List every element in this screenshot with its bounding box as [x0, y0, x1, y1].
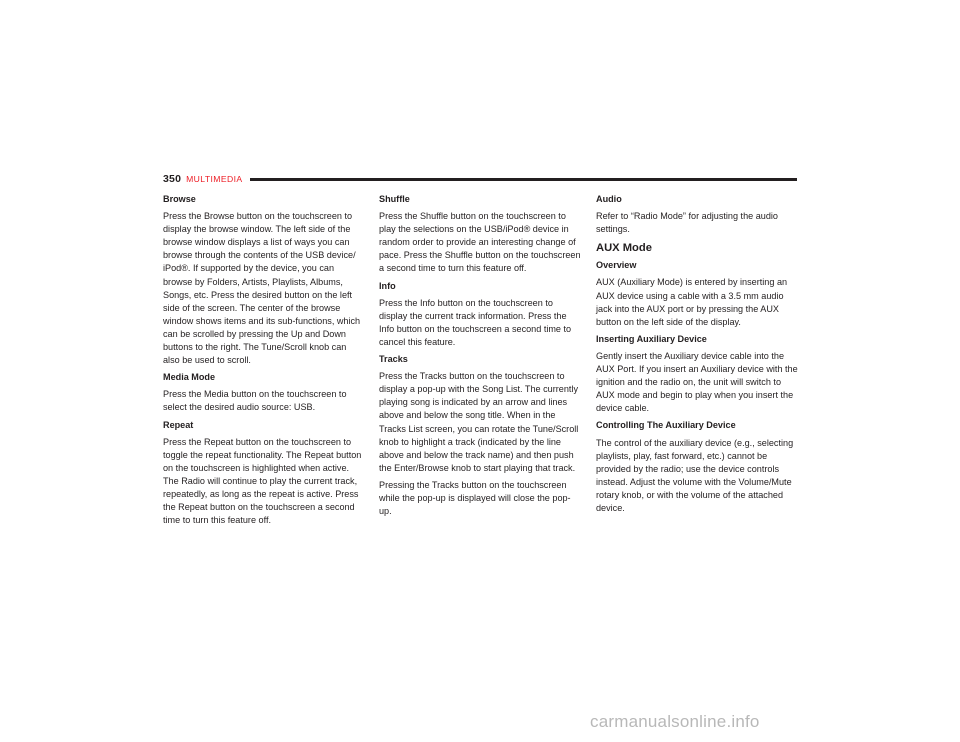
subhead-browse: Browse	[163, 194, 196, 204]
subhead-controlling-auxiliary-device: Controlling The Auxiliary Device	[596, 420, 736, 431]
page-header	[163, 171, 797, 187]
paragraph-overview: AUX (Auxiliary Mode) is entered by inserting an AUX device using a cable with a 3.5 mm audio jack into the AUX port or by pressing the AUX button on the left side of the display.	[596, 277, 788, 327]
subhead-media-mode: Media Mode	[163, 372, 216, 383]
paragraph-browse: Press the Browse button on the touchscreen to display the browse window. The left side of the browse window displays a list of ways you can browse through the contents of the USB device/ iPod®. If supported by the device, you can browse by Folders, Artists, Playlists, Albums, Songs, etc. Press the desired button on the left side of the screen. The center of the browse window shows items and its sub-functions, which can be scrolled by pressing the Up and Down buttons to the right. The Tune/Scroll knob can also be used to scroll.	[163, 211, 361, 366]
paragraph-controlling-auxiliary-device: The control of the auxiliary device (e.g., selecting playlists, play, fast forward, etc.) cannot be provided by the radio; use the device controls instead. Adjust the volume with the Volume/Mute rotary knob, or with the volume of the attached device.	[596, 437, 794, 513]
subhead-audio: Audio	[596, 194, 622, 204]
section-name: MULTIMEDIA	[186, 174, 243, 184]
section-title-aux-mode: AUX Mode	[596, 242, 652, 255]
column-1	[163, 192, 365, 531]
subhead-tracks: Tracks	[379, 354, 408, 365]
subhead-shuffle: Shuffle	[379, 194, 410, 204]
subhead-inserting-auxiliary-device: Inserting Auxiliary Device	[596, 333, 707, 344]
paragraph-tracks: Press the Tracks button on the touchscreen to display a pop-up with the Song List. The currently playing song is indicated by an arrow and lines above and below the song title. When in the Tracks List screen, you can rotate the Tune/Scroll knob to highlight a track (indicated by the line above and below the track name) and then push the Enter/Browse knob to start playing that track.	[379, 371, 579, 473]
column-3	[596, 192, 798, 519]
paragraph-repeat: Press the Repeat button on the touchscreen to toggle the repeat functionality. The Repeat button on the touchscreen is highlighted when active. The Radio will continue to play the current track, repeatedly, as long as the repeat is active. Press the Repeat button on the touchscreen a second time to turn this feature off.	[163, 436, 362, 526]
footer-watermark: carmanualsonline.info	[590, 712, 760, 731]
paragraph-shuffle: Press the Shuffle button on the touchscreen to play the selections on the USB/iPod® device in random order to provide an interesting change of pace. Press the Shuffle button on the touchscreen a second time to turn this feature off.	[379, 211, 581, 274]
paragraph-inserting-auxiliary-device: Gently insert the Auxiliary device cable into the AUX Port. If you insert an Auxiliary device with the ignition and the radio on, the unit will switch to AUX mode and begin to play when you insert the device cable.	[596, 350, 798, 414]
subhead-repeat: Repeat	[163, 419, 194, 430]
subhead-overview: Overview	[596, 260, 637, 271]
subhead-info: Info	[379, 280, 396, 291]
paragraph-info: Press the Info button on the touchscreen to display the current track information. Press the Info button on the touchscreen a second time to cancel this feature.	[379, 297, 572, 347]
paragraph-tracks-close: Pressing the Tracks button on the touchscreen while the pop-up is displayed will close the pop-up.	[379, 479, 571, 517]
paragraph-media-mode: Press the Media button on the touchscreen to select the desired audio source: USB.	[163, 389, 347, 413]
header-rule	[250, 178, 797, 181]
paragraph-audio: Refer to “Radio Mode” for adjusting the audio settings.	[596, 211, 778, 235]
page-number: 350	[163, 173, 182, 185]
column-2	[379, 192, 581, 522]
